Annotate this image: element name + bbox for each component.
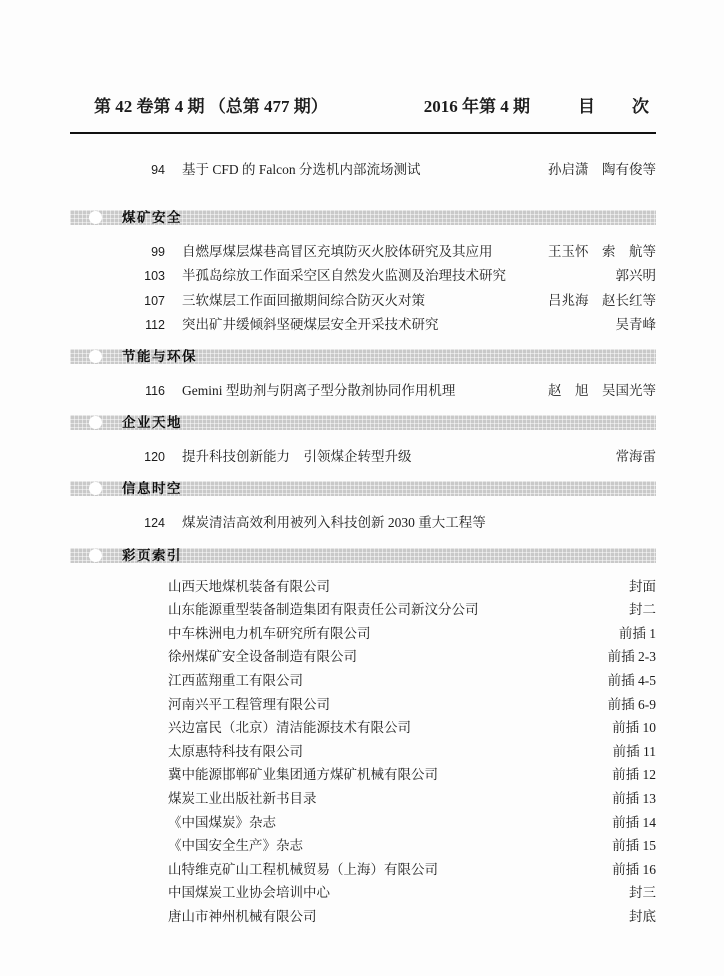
- color-page-index-row: [70, 881, 656, 905]
- page-location: 前插 13: [612, 790, 656, 806]
- entry-page-number: 103: [144, 269, 165, 284]
- company-name: 中国煤炭工业协会培训中心: [168, 885, 330, 901]
- section-title: 信息时空: [122, 481, 182, 497]
- entry-authors: 孙启潇 陶有俊等: [548, 162, 656, 177]
- color-page-index-row: [70, 645, 656, 669]
- section-entry-list: [70, 379, 656, 403]
- section-band: [70, 415, 656, 430]
- company-name: 《中国安全生产》杂志: [168, 838, 303, 854]
- entry-title: 煤炭清洁高效利用被列入科技创新 2030 重大工程等: [182, 515, 486, 531]
- entry-authors: 王玉怀 索 航等: [548, 244, 656, 260]
- color-page-index-row: [70, 622, 656, 646]
- page-location: 封三: [629, 885, 656, 901]
- bullet-circle-icon: [89, 211, 102, 224]
- company-name: 太原惠特科技有限公司: [168, 743, 303, 759]
- company-name: 山西天地煤机装备有限公司: [168, 578, 330, 594]
- entry-page-number: 124: [144, 516, 165, 531]
- page-location: 封二: [629, 602, 656, 618]
- toc-entry: [70, 240, 656, 264]
- toc-entry: [70, 379, 656, 403]
- year-issue-label: 2016 年第 4 期: [423, 97, 530, 116]
- section-title: 煤矿安全: [122, 210, 182, 226]
- company-name: 冀中能源邯郸矿业集团通方煤矿机械有限公司: [168, 767, 438, 783]
- toc-entry: [70, 289, 656, 313]
- section-entry-list: [70, 511, 656, 535]
- bullet-circle-icon: [89, 482, 102, 495]
- entry-title: 半孤岛综放工作面采空区自然发火监测及治理技术研究: [182, 268, 506, 284]
- masthead: [70, 92, 656, 134]
- entry-page-number: 120: [144, 450, 165, 465]
- entry-page-number: 99: [151, 245, 165, 260]
- company-name: 《中国煤炭》杂志: [168, 814, 276, 830]
- entry-authors: 吕兆海 赵长红等: [548, 292, 656, 308]
- color-page-index-row: [70, 834, 656, 858]
- company-name: 山特维克矿山工程机械贸易（上海）有限公司: [168, 861, 438, 877]
- entry-authors: 吴青峰: [615, 316, 656, 332]
- bullet-circle-icon: [89, 549, 102, 562]
- company-name: 山东能源重型装备制造集团有限责任公司新汶分公司: [168, 602, 479, 618]
- color-page-index-row: [70, 858, 656, 882]
- toc-entry: [70, 158, 656, 182]
- company-name: 中车株洲电力机车研究所有限公司: [168, 625, 371, 641]
- section-title: 节能与环保: [122, 349, 197, 365]
- page-location: 封面: [629, 578, 656, 594]
- section-entry-list: [70, 445, 656, 469]
- entry-title: Gemini 型助剂与阴离子型分散剂协同作用机理: [182, 383, 456, 399]
- color-page-index-row: [70, 787, 656, 811]
- color-page-index-row: [70, 598, 656, 622]
- company-name: 兴边富民（北京）清洁能源技术有限公司: [168, 720, 411, 736]
- entry-title: 提升科技创新能力 引领煤企转型升级: [182, 449, 412, 465]
- entry-authors: 赵 旭 吴国光等: [548, 383, 656, 399]
- page-location: 前插 1: [618, 625, 656, 641]
- section-band: [70, 210, 656, 225]
- page-location: 前插 12: [612, 767, 656, 783]
- toc-entry: [70, 313, 656, 337]
- entry-page-number: 112: [145, 317, 165, 332]
- color-page-index-row: [70, 575, 656, 599]
- section-band: [70, 548, 656, 563]
- pre-section-entries: [70, 158, 656, 182]
- toc-entry: [70, 511, 656, 535]
- page-location: 封底: [629, 908, 656, 924]
- entry-title: 突出矿井缓倾斜坚硬煤层安全开采技术研究: [182, 316, 439, 332]
- section-entry-list: [70, 240, 656, 337]
- page-location: 前插 6-9: [607, 696, 656, 712]
- contents-title: 目 次: [578, 97, 650, 116]
- entry-title: 基于 CFD 的 Falcon 分选机内部流场测试: [182, 162, 421, 177]
- bullet-circle-icon: [89, 416, 102, 429]
- company-name: 煤炭工业出版社新书目录: [168, 790, 317, 806]
- toc-entry: [70, 445, 656, 469]
- toc-body: [70, 158, 656, 929]
- page-location: 前插 2-3: [607, 649, 656, 665]
- entry-page-number: 94: [151, 163, 165, 177]
- company-name: 江西蓝翔重工有限公司: [168, 673, 303, 688]
- entry-title: 自燃厚煤层煤巷高冒区充填防灭火胶体研究及其应用: [182, 244, 493, 260]
- section-title: 彩页索引: [122, 547, 182, 563]
- page-location: 前插 15: [612, 838, 656, 854]
- page-location: 前插 4-5: [607, 673, 656, 688]
- page-location: 前插 11: [612, 743, 656, 759]
- entry-title: 三软煤层工作面回撤期间综合防灭火对策: [182, 292, 425, 308]
- page-content: [70, 0, 656, 929]
- entry-page-number: 116: [145, 384, 165, 399]
- section-title: 企业天地: [122, 415, 182, 431]
- entry-authors: 常海雷: [615, 449, 656, 465]
- bullet-circle-icon: [89, 350, 102, 363]
- company-name: 河南兴平工程管理有限公司: [168, 696, 330, 712]
- color-page-index-row: [70, 669, 656, 693]
- company-name: 唐山市神州机械有限公司: [168, 908, 317, 924]
- volume-issue-label: 第 42 卷第 4 期 （总第 477 期）: [94, 97, 328, 116]
- toc-entry: [70, 264, 656, 288]
- color-page-index-list: [70, 575, 656, 929]
- color-page-index-row: [70, 763, 656, 787]
- entry-page-number: 107: [144, 293, 165, 308]
- color-page-index-row: [70, 905, 656, 929]
- color-page-index-row: [70, 811, 656, 835]
- section-band: [70, 349, 656, 364]
- color-page-index-row: [70, 693, 656, 717]
- color-page-index-row: [70, 716, 656, 740]
- company-name: 徐州煤矿安全设备制造有限公司: [168, 649, 357, 665]
- page-location: 前插 10: [612, 720, 656, 736]
- color-page-index-row: [70, 740, 656, 764]
- entry-authors: 郭兴明: [615, 268, 656, 284]
- page-location: 前插 14: [612, 814, 656, 830]
- page-location: 前插 16: [612, 861, 656, 877]
- section-band: [70, 481, 656, 496]
